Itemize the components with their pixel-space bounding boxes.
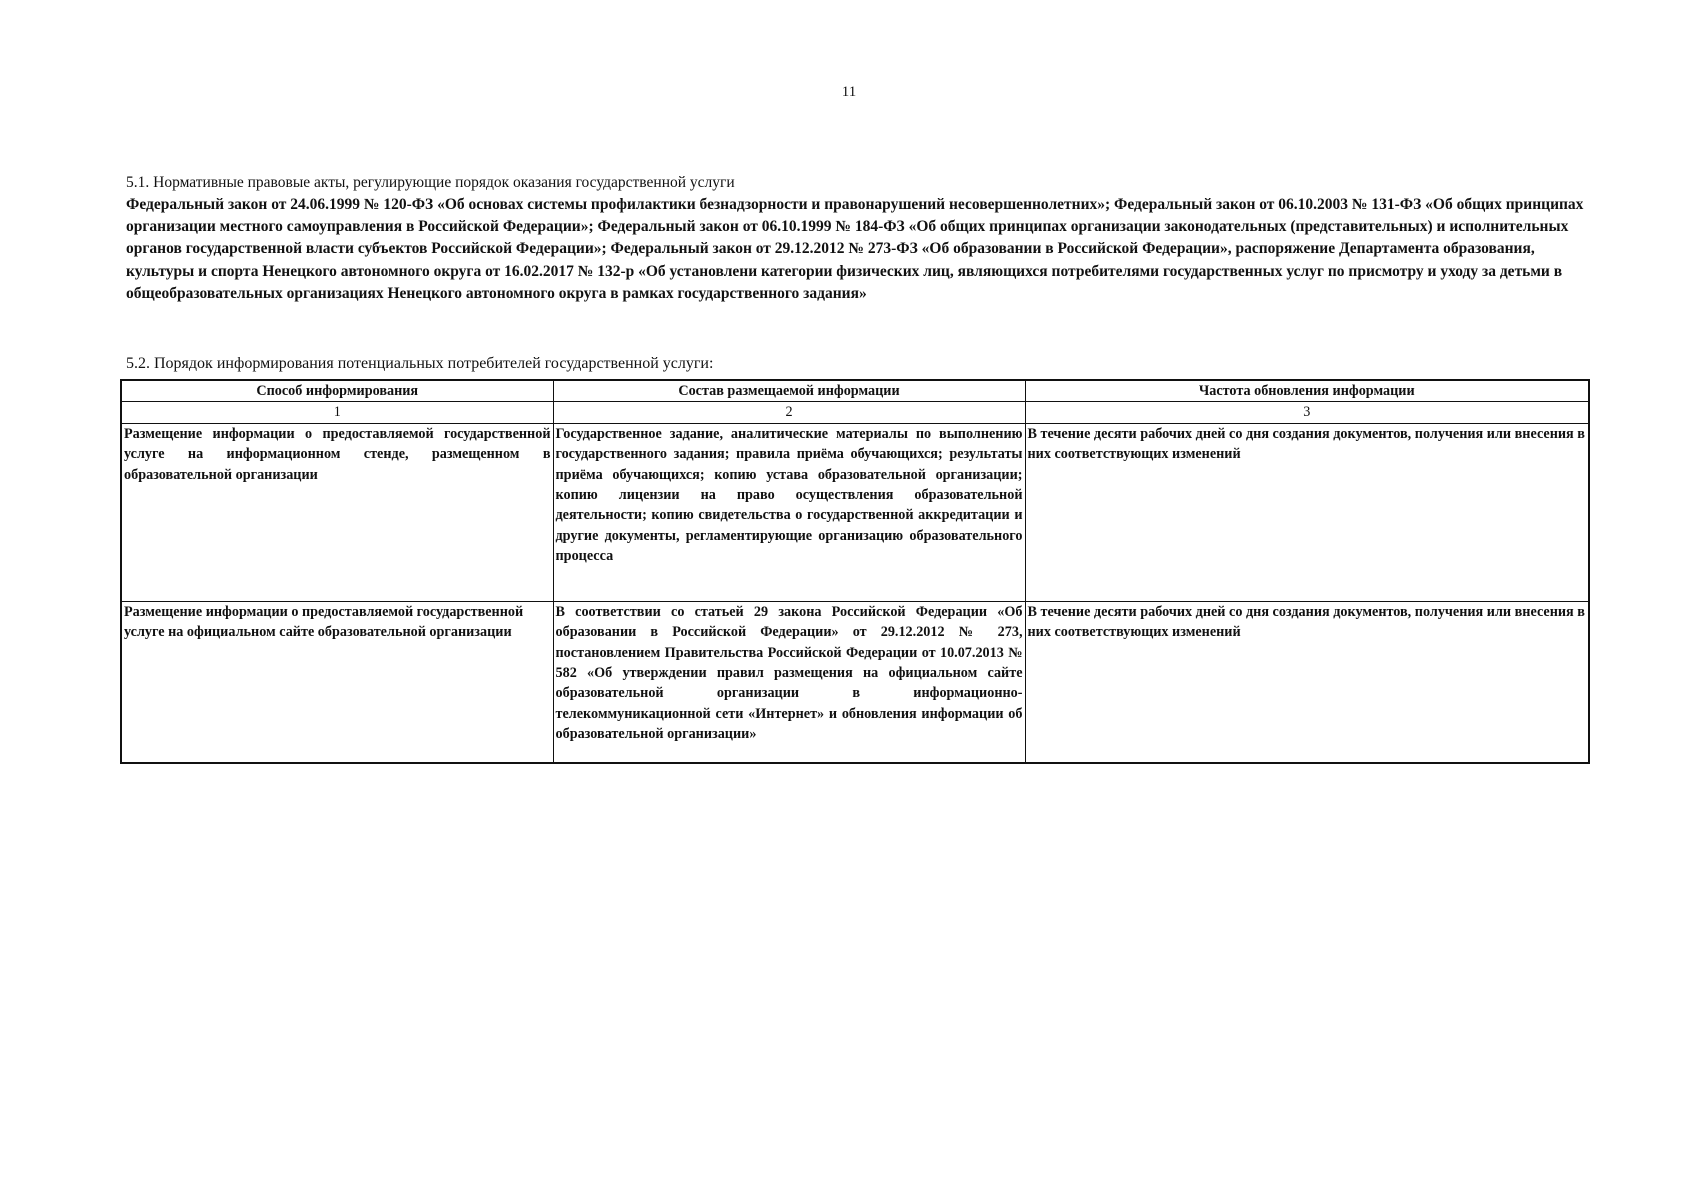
table-header-row bbox=[121, 380, 1589, 402]
table-row bbox=[121, 601, 1589, 763]
cell-content: В соответствии со статьей 29 закона Российской Федерации «Об образовании в Российской Федерации» от 29.12.2012 № 273, постановлением Правительства Российской Федерации от 10.07.2013 № 582 «Об утверждении правил размещения на официальном сайте образовательной организации в информационно-телекоммуникационной сети «Интернет» и обновления информации об образовательной организации» bbox=[553, 601, 1025, 763]
cell-content: Государственное задание, аналитические материалы по выполнению государственного задания; правила приёма обучающихся; результаты приёма обучающихся; копию устава образовательной организации; копию лицензии на право осуществления образовательной деятельности; копию свидетельства о государственной аккредитации и другие документы, регламентирующие организацию образовательного процесса bbox=[553, 423, 1025, 601]
table-row bbox=[121, 423, 1589, 601]
column-header-content: Состав размещаемой информации bbox=[553, 380, 1025, 402]
cell-frequency: В течение десяти рабочих дней со дня создания документов, получения или внесения в них соответствующих изменений bbox=[1025, 423, 1589, 601]
cell-method: Размещение информации о предоставляемой государственной услуге на официальном сайте образовательной организации bbox=[121, 601, 553, 763]
column-header-frequency: Частота обновления информации bbox=[1025, 380, 1589, 402]
column-number-2: 2 bbox=[553, 402, 1025, 423]
section-heading-informing: 5.2. Порядок информирования потенциальных потребителей государственной услуги: bbox=[126, 355, 714, 372]
table-number-row bbox=[121, 402, 1589, 423]
column-number-3: 3 bbox=[1025, 402, 1589, 423]
column-number-1: 1 bbox=[121, 402, 553, 423]
page-number: 11 bbox=[841, 84, 857, 100]
section-heading-legal-acts: 5.1. Нормативные правовые акты, регулирующие порядок оказания государственной услуги bbox=[126, 174, 735, 191]
column-header-method: Способ информирования bbox=[121, 380, 553, 402]
section-legal-acts bbox=[126, 172, 1586, 305]
informing-table bbox=[120, 379, 1590, 764]
cell-frequency: В течение десяти рабочих дней со дня создания документов, получения или внесения в них соответствующих изменений bbox=[1025, 601, 1589, 763]
cell-method: Размещение информации о предоставляемой государственной услуге на информационном стенде, размещенном в образовательной организации bbox=[121, 423, 553, 601]
section-informing bbox=[126, 353, 1586, 375]
legal-acts-text: Федеральный закон от 24.06.1999 № 120-ФЗ «Об основах системы профилактики безнадзорности и правонарушений несовершеннолетних»; Федеральный закон от 06.10.2003 № 131-ФЗ «Об общих принципах организации местного самоуправления в Российской Федерации»; Федеральный закон от 06.10.1999 № 184-ФЗ «Об общих принципах организации законодательных (представительных) и исполнительных органов государственной власти субъектов Российской Федерации»; Федеральный закон от 29.12.2012 № 273-ФЗ «Об образовании в Российской Федерации», распоряжение Департамента образования, культуры и спорта Ненецкого автономного округа от 16.02.2017 № 132-р «Об установлени категории физических лиц, являющихся потребителями государственных услуг по присмотру и уходу за детьми в общеобразовательных организациях Ненецкого автономного округа в рамках государственного задания» bbox=[126, 196, 1584, 302]
